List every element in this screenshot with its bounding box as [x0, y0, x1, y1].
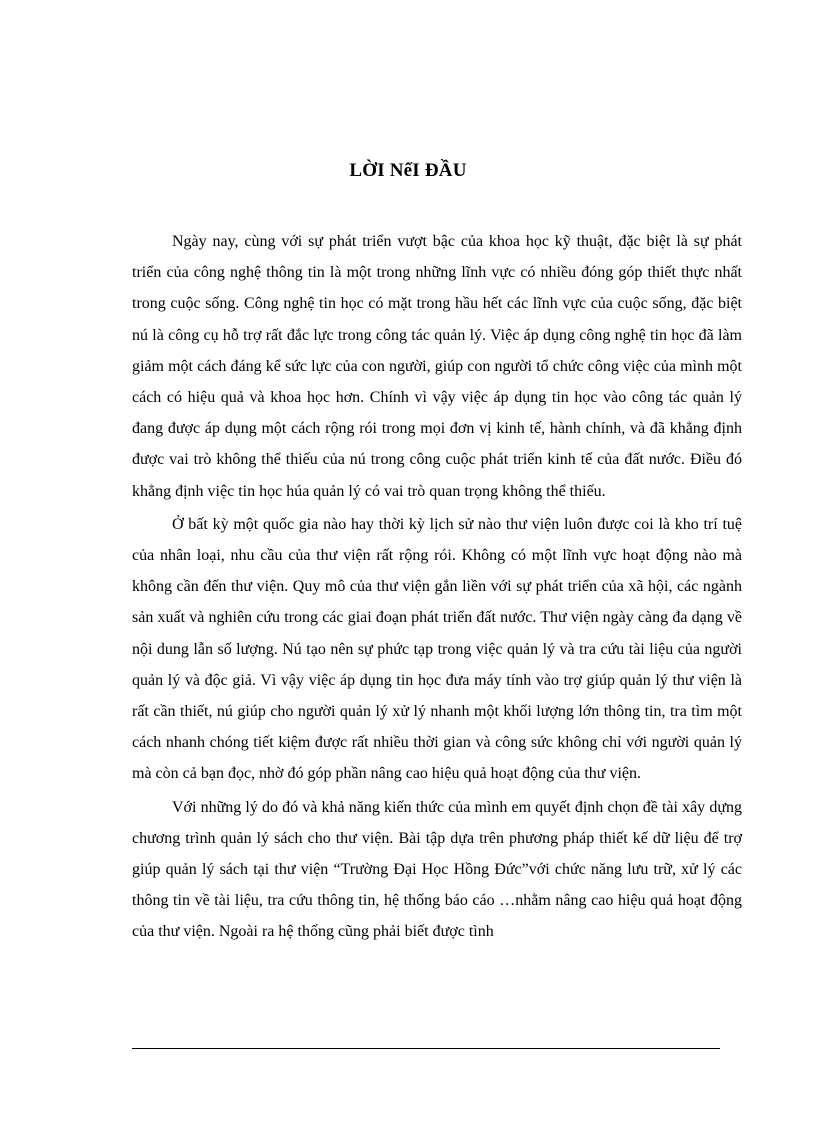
page-title: LỜI NểI ĐẦU — [349, 160, 467, 181]
footer-rule — [132, 1048, 720, 1049]
body-text — [132, 226, 742, 950]
paragraph-2: Ở bất kỳ một quốc gia nào hay thời kỳ lịch sử nào thư viện luôn được coi là kho trí tuệ của nhân loại, nhu cầu của thư viện rất rộng rói. Không có một lĩnh vực hoạt động nào mà không cần đến thư viện. Quy mô của thư viện gắn liền với sự phát triển của xã hội, các ngành sản xuất và nghiên cứu trong các giai đoạn phát triển đất nước. Thư viện ngày càng đa dạng về nội dung lẫn số lượng. Nú tạo nên sự phức tạp trong việc quản lý và tra cứu tài liệu của người quản lý và độc giả. Vì vậy việc áp dụng tin học đưa máy tính vào trợ giúp quản lý thư viện là rất cần thiết, nú giúp cho người quản lý xử lý nhanh một khối lượng lớn thông tin, tra tìm một cách nhanh chóng tiết kiệm được rất nhiều thời gian và công sức không chỉ với người quản lý mà còn cả bạn đọc, nhờ đó góp phần nâng cao hiệu quả hoạt động của thư viện. — [132, 515, 742, 783]
paragraph-1: Ngày nay, cùng với sự phát triển vượt bậc của khoa học kỹ thuật, đặc biệt là sự phát triển của công nghệ thông tin là một trong những lĩnh vực có nhiều đóng góp thiết thực nhất trong cuộc sống. Công nghệ tin học có mặt trong hầu hết các lĩnh vực của cuộc sống, đặc biệt nú là công cụ hỗ trợ rất đắc lực trong công tác quản lý. Việc áp dụng công nghệ tin học đã làm giảm một cách đáng kể sức lực của con người, giúp con người tổ chức công việc của mình một cách có hiệu quả và khoa học hơn. Chính vì vậy việc áp dụng tin học vào công tác quản lý đang được áp dụng một cách rộng rói trong mọi đơn vị kinh tế, hành chính, và đã khẳng định được vai trò không thể thiếu của nú trong công cuộc phát triển kinh tế của đất nước. Điều đó khẳng định việc tin học húa quản lý có vai trò quan trọng không thể thiếu. — [132, 233, 742, 500]
paragraph-3: Với những lý do đó và khả năng kiến thức của mình em quyết định chọn đề tài xây dựng chương trình quản lý sách cho thư viện. Bài tập dựa trên phương pháp thiết kế dữ liệu để trợ giúp quản lý sách tại thư viện “Trường Đại Học Hồng Đức”với chức năng lưu trữ, xử lý các thông tin về tài liệu, tra cứu thông tin, hệ thống báo cáo …nhằm nâng cao hiệu quả hoạt động của thư viện. Ngoài ra hệ thống cũng phải biết được tình — [132, 798, 742, 941]
